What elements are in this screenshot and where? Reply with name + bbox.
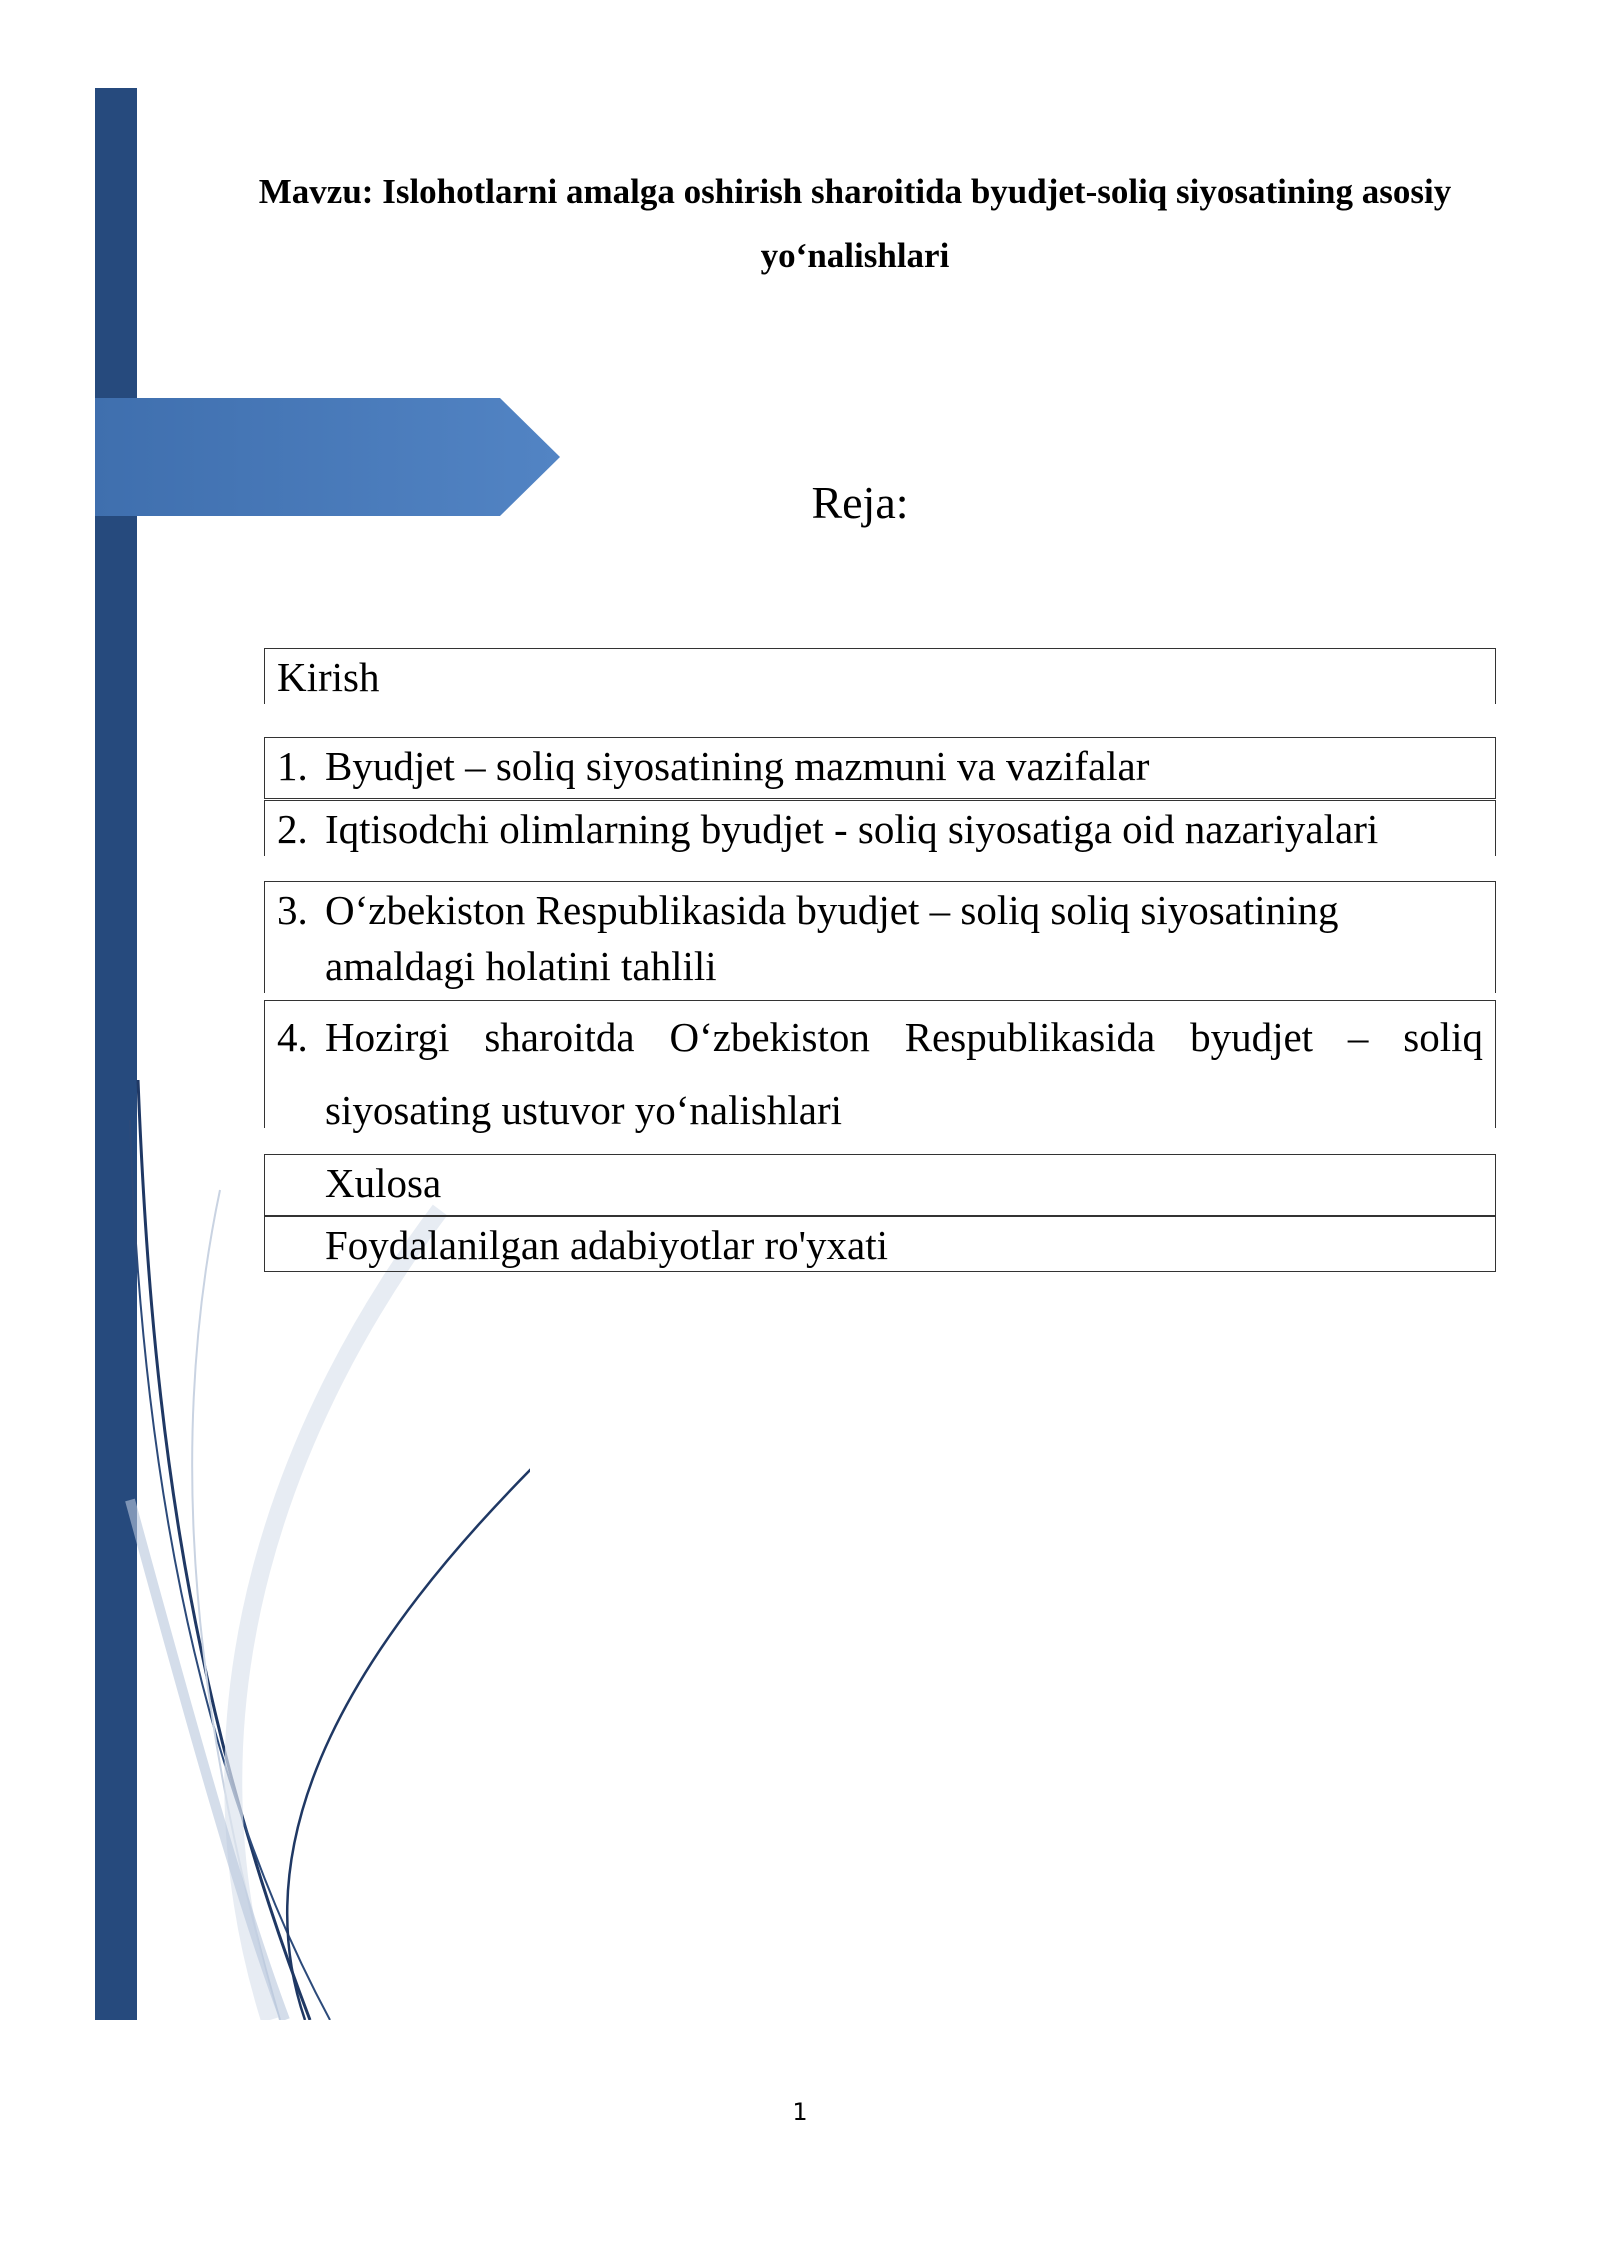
plan-item-text: Byudjet – soliq siyosatining mazmuni va vazifalar (325, 743, 1150, 789)
plan-item (277, 1001, 1483, 1147)
plan-item (277, 649, 1483, 705)
plan-item-text: Iqtisodchi olimlarning byudjet - soliq siyosatiga oid nazariyalari (325, 806, 1379, 852)
plan-box-conclusion (264, 1154, 1496, 1216)
plan-box-1 (264, 737, 1496, 799)
page-number: 1 (792, 2098, 808, 2126)
plan-item (277, 1155, 1483, 1211)
plan-box-3 (264, 881, 1496, 993)
plan-item (277, 882, 1483, 994)
plan-item (277, 738, 1483, 794)
plan-box-2 (264, 800, 1496, 856)
plan-box-4 (264, 1000, 1496, 1133)
plan-item-number: 2. (277, 806, 308, 852)
plan-item (277, 1217, 1483, 1273)
plan-item-text: Kirish (277, 654, 380, 700)
plan-item-text: Foydalanilgan adabiyotlar ro'yxati (325, 1222, 889, 1268)
plan-item-text: Xulosa (325, 1160, 442, 1206)
plan-item-text: Hozirgi sharoitda O‘zbekiston Respublikasida byudjet – soliq siyosating ustuvor yo‘nalishlari (325, 1014, 1483, 1133)
plan-box-intro (264, 648, 1496, 704)
plan-item-text: O‘zbekiston Respublikasida byudjet – soliq soliq siyosatining amaldagi holatini tahlili (325, 887, 1339, 989)
document-title: Mavzu: Islohotlarni amalga oshirish sharoitida byudjet-soliq siyosatining asosiy yo‘nalishlari (258, 172, 1452, 275)
plan-box-references (264, 1216, 1496, 1272)
arrow-banner (95, 398, 560, 516)
plan-item-number: 4. (277, 1014, 308, 1060)
plan-item-number: 3. (277, 887, 308, 933)
plan-item-number: 1. (277, 743, 308, 789)
plan-heading: Reja: (811, 477, 909, 528)
plan-item (277, 801, 1483, 857)
